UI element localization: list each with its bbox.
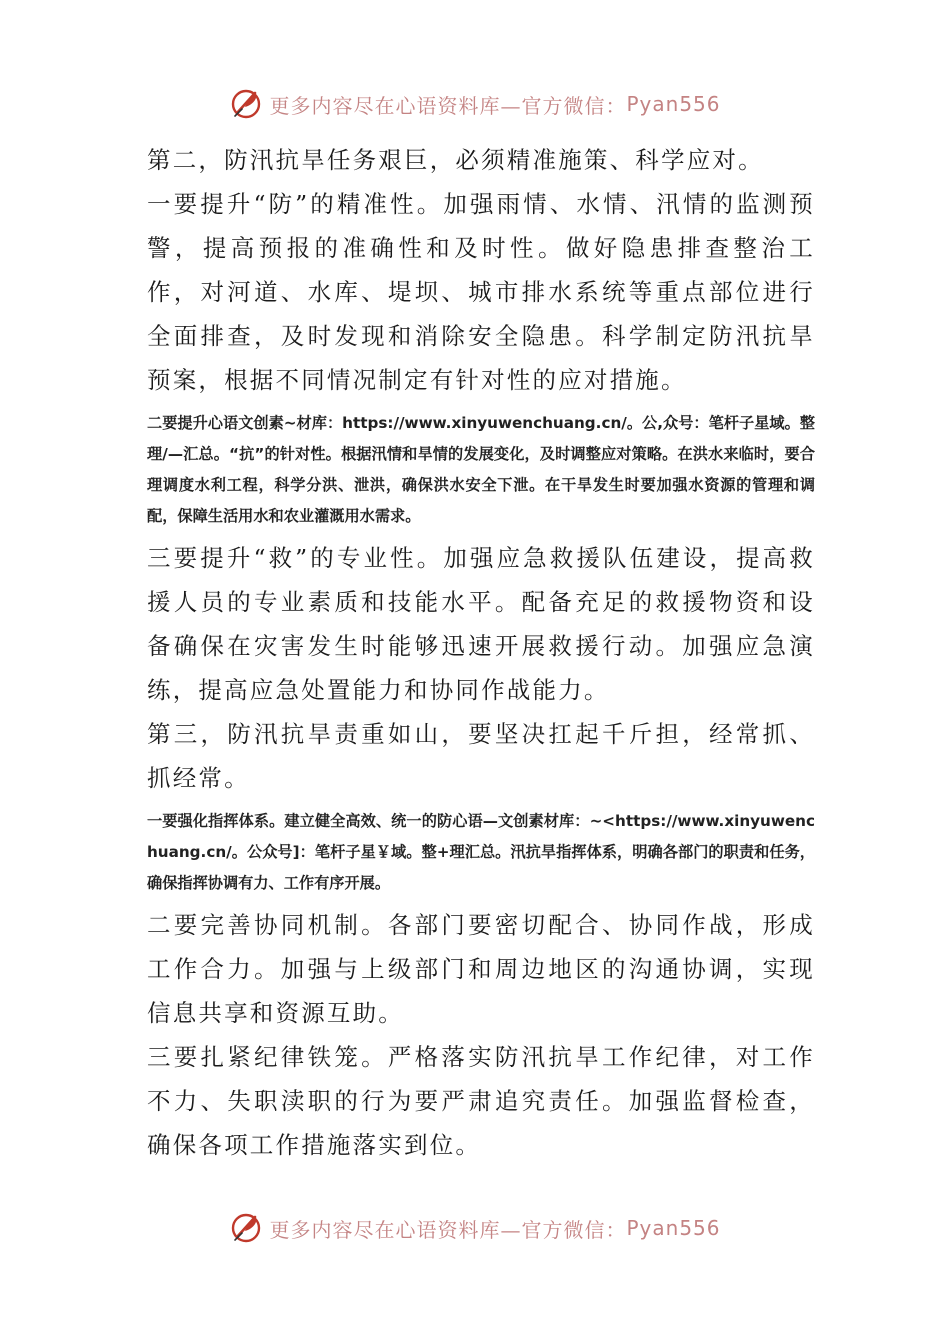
- paragraph-resistance: 二要提升心语文创素~材库：https://www.xinyuwenchuang.cn/。公,众号：笔杆子星域。整理/—汇总。“抗”的针对性。根据汛情和旱情的发展变化，及时调整应对策略。在洪水来临时，要合理调度水利工程，科学分洪、泄洪，确保洪水安全下泄。在干旱发生时要加强水资源的管理和调配，保障生活用水和农业灌溉用水需求。: [147, 414, 815, 525]
- section-heading-3: 第三，防汛抗旱责重如山，要坚决扛起千斤担，经常抓、抓经常。: [147, 720, 815, 792]
- section-heading-2: 第二，防汛抗旱任务艰巨，必须精准施策、科学应对。: [147, 146, 764, 174]
- footer-wechat-id: Pyan556: [626, 1216, 721, 1240]
- paragraph-coordination: 二要完善协同机制。各部门要密切配合、协同作战，形成工作合力。加强与上级部门和周边地区的沟通协调，实现信息共享和资源互助。: [147, 911, 815, 1027]
- quill-logo-icon: [229, 87, 263, 121]
- header-banner: [0, 84, 950, 124]
- header-banner-text: 更多内容尽在心语资料库—官方微信：: [269, 93, 627, 118]
- header-wechat-id: Pyan556: [626, 92, 721, 116]
- quill-logo-icon: [229, 1211, 263, 1245]
- paragraph-rescue: 三要提升“救”的专业性。加强应急救援队伍建设，提高救援人员的专业素质和技能水平。配备充足的救援物资和设备确保在灾害发生时能够迅速开展救援行动。加强应急演练，提高应急处置能力和协同作战能力。: [147, 544, 815, 704]
- paragraph-discipline: 三要扎紧纪律铁笼。严格落实防汛抗旱工作纪律，对工作不力、失职渎职的行为要严肃追究责任。加强监督检查，确保各项工作措施落实到位。: [147, 1043, 815, 1159]
- paragraph-command-system: 一要强化指挥体系。建立健全高效、统一的防心语—文创素材库：~<https://www.xinyuwenchuang.cn/。公众号]：笔杆子星￥域。整+理汇总。汛抗旱指挥体系，明确各部门的职责和任务，确保指挥协调有力、工作有序开展。: [147, 812, 815, 892]
- footer-banner: [0, 1208, 950, 1248]
- paragraph-prevention: 一要提升“防”的精准性。加强雨情、水情、汛情的监测预警，提高预报的准确性和及时性。做好隐患排查整治工作，对河道、水库、堤坝、城市排水系统等重点部位进行全面排查，及时发现和消除安全隐患。科学制定防汛抗旱预案，根据不同情况制定有针对性的应对措施。: [147, 190, 815, 394]
- footer-banner-text: 更多内容尽在心语资料库—官方微信：: [269, 1217, 627, 1242]
- document-body: [147, 138, 815, 1167]
